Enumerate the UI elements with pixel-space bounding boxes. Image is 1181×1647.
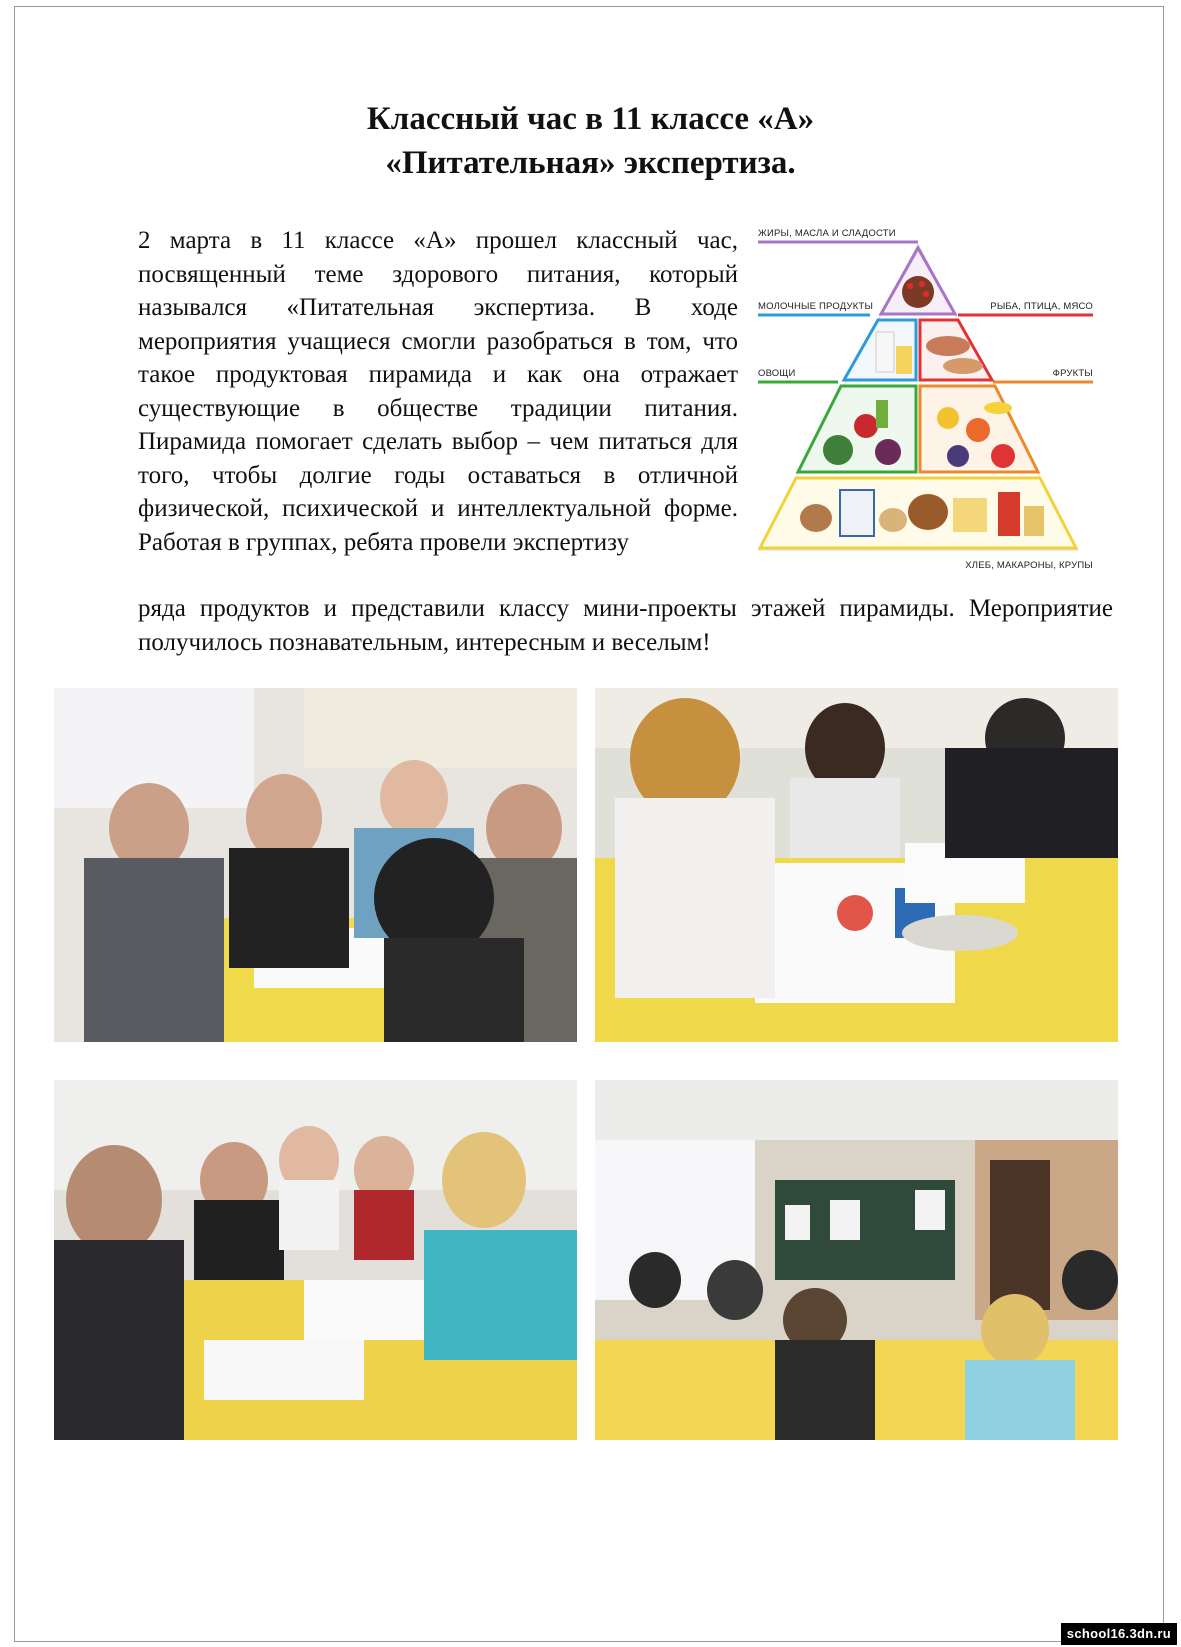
pyramid-label-dairy: МОЛОЧНЫЕ ПРОДУКТЫ [758,301,874,312]
photo-girls-drawing-poster [595,688,1118,1042]
photo-classroom-overview [595,1080,1118,1440]
food-pyramid-graphic [758,230,1093,588]
pyramid-label-meat: РЫБА, ПТИЦА, МЯСО [990,301,1093,312]
article-continuation-block [138,592,1113,659]
pyramid-label-vegetables: ОВОЩИ [758,368,796,379]
pyramid-label-fats: ЖИРЫ, МАСЛА И СЛАДОСТИ [758,228,896,239]
photo-students-group [54,688,577,1042]
site-watermark: school16.3dn.ru [1061,1623,1177,1645]
page-subtitle: «Питательная» экспертиза. [385,145,796,181]
page-title: Классный час в 11 классе «А» [366,101,815,137]
pyramid-label-grains: ХЛЕБ, МАКАРОНЫ, КРУПЫ [965,560,1093,571]
photo-group-with-teacher [54,1080,577,1440]
article-intro-text: 2 марта в 11 классе «А» прошел классный час, посвященный теме здорового питания, который назывался «Питательная экспертиза. В ходе мероприятия учащиеся смогли разобраться в том, что такое продуктовая пирамида и как она отражает существующие в обществе традиции питания. Пирамида помогает сделать выбор – чем питаться для того, чтобы долгие годы оставаться в отличной физической, психической и интеллектуальной форме. Работая в группах, ребята провели экспертизу [138,227,738,556]
food-pyramid [758,230,1093,588]
article-intro-block [138,224,738,559]
pyramid-label-fruits: ФРУКТЫ [1052,368,1093,379]
article-continuation-text: ряда продуктов и представили классу мини-проекты этажей пирамиды. Мероприятие получилось познавательным, интересным и веселым! [138,595,1113,656]
cake-image [902,276,934,308]
